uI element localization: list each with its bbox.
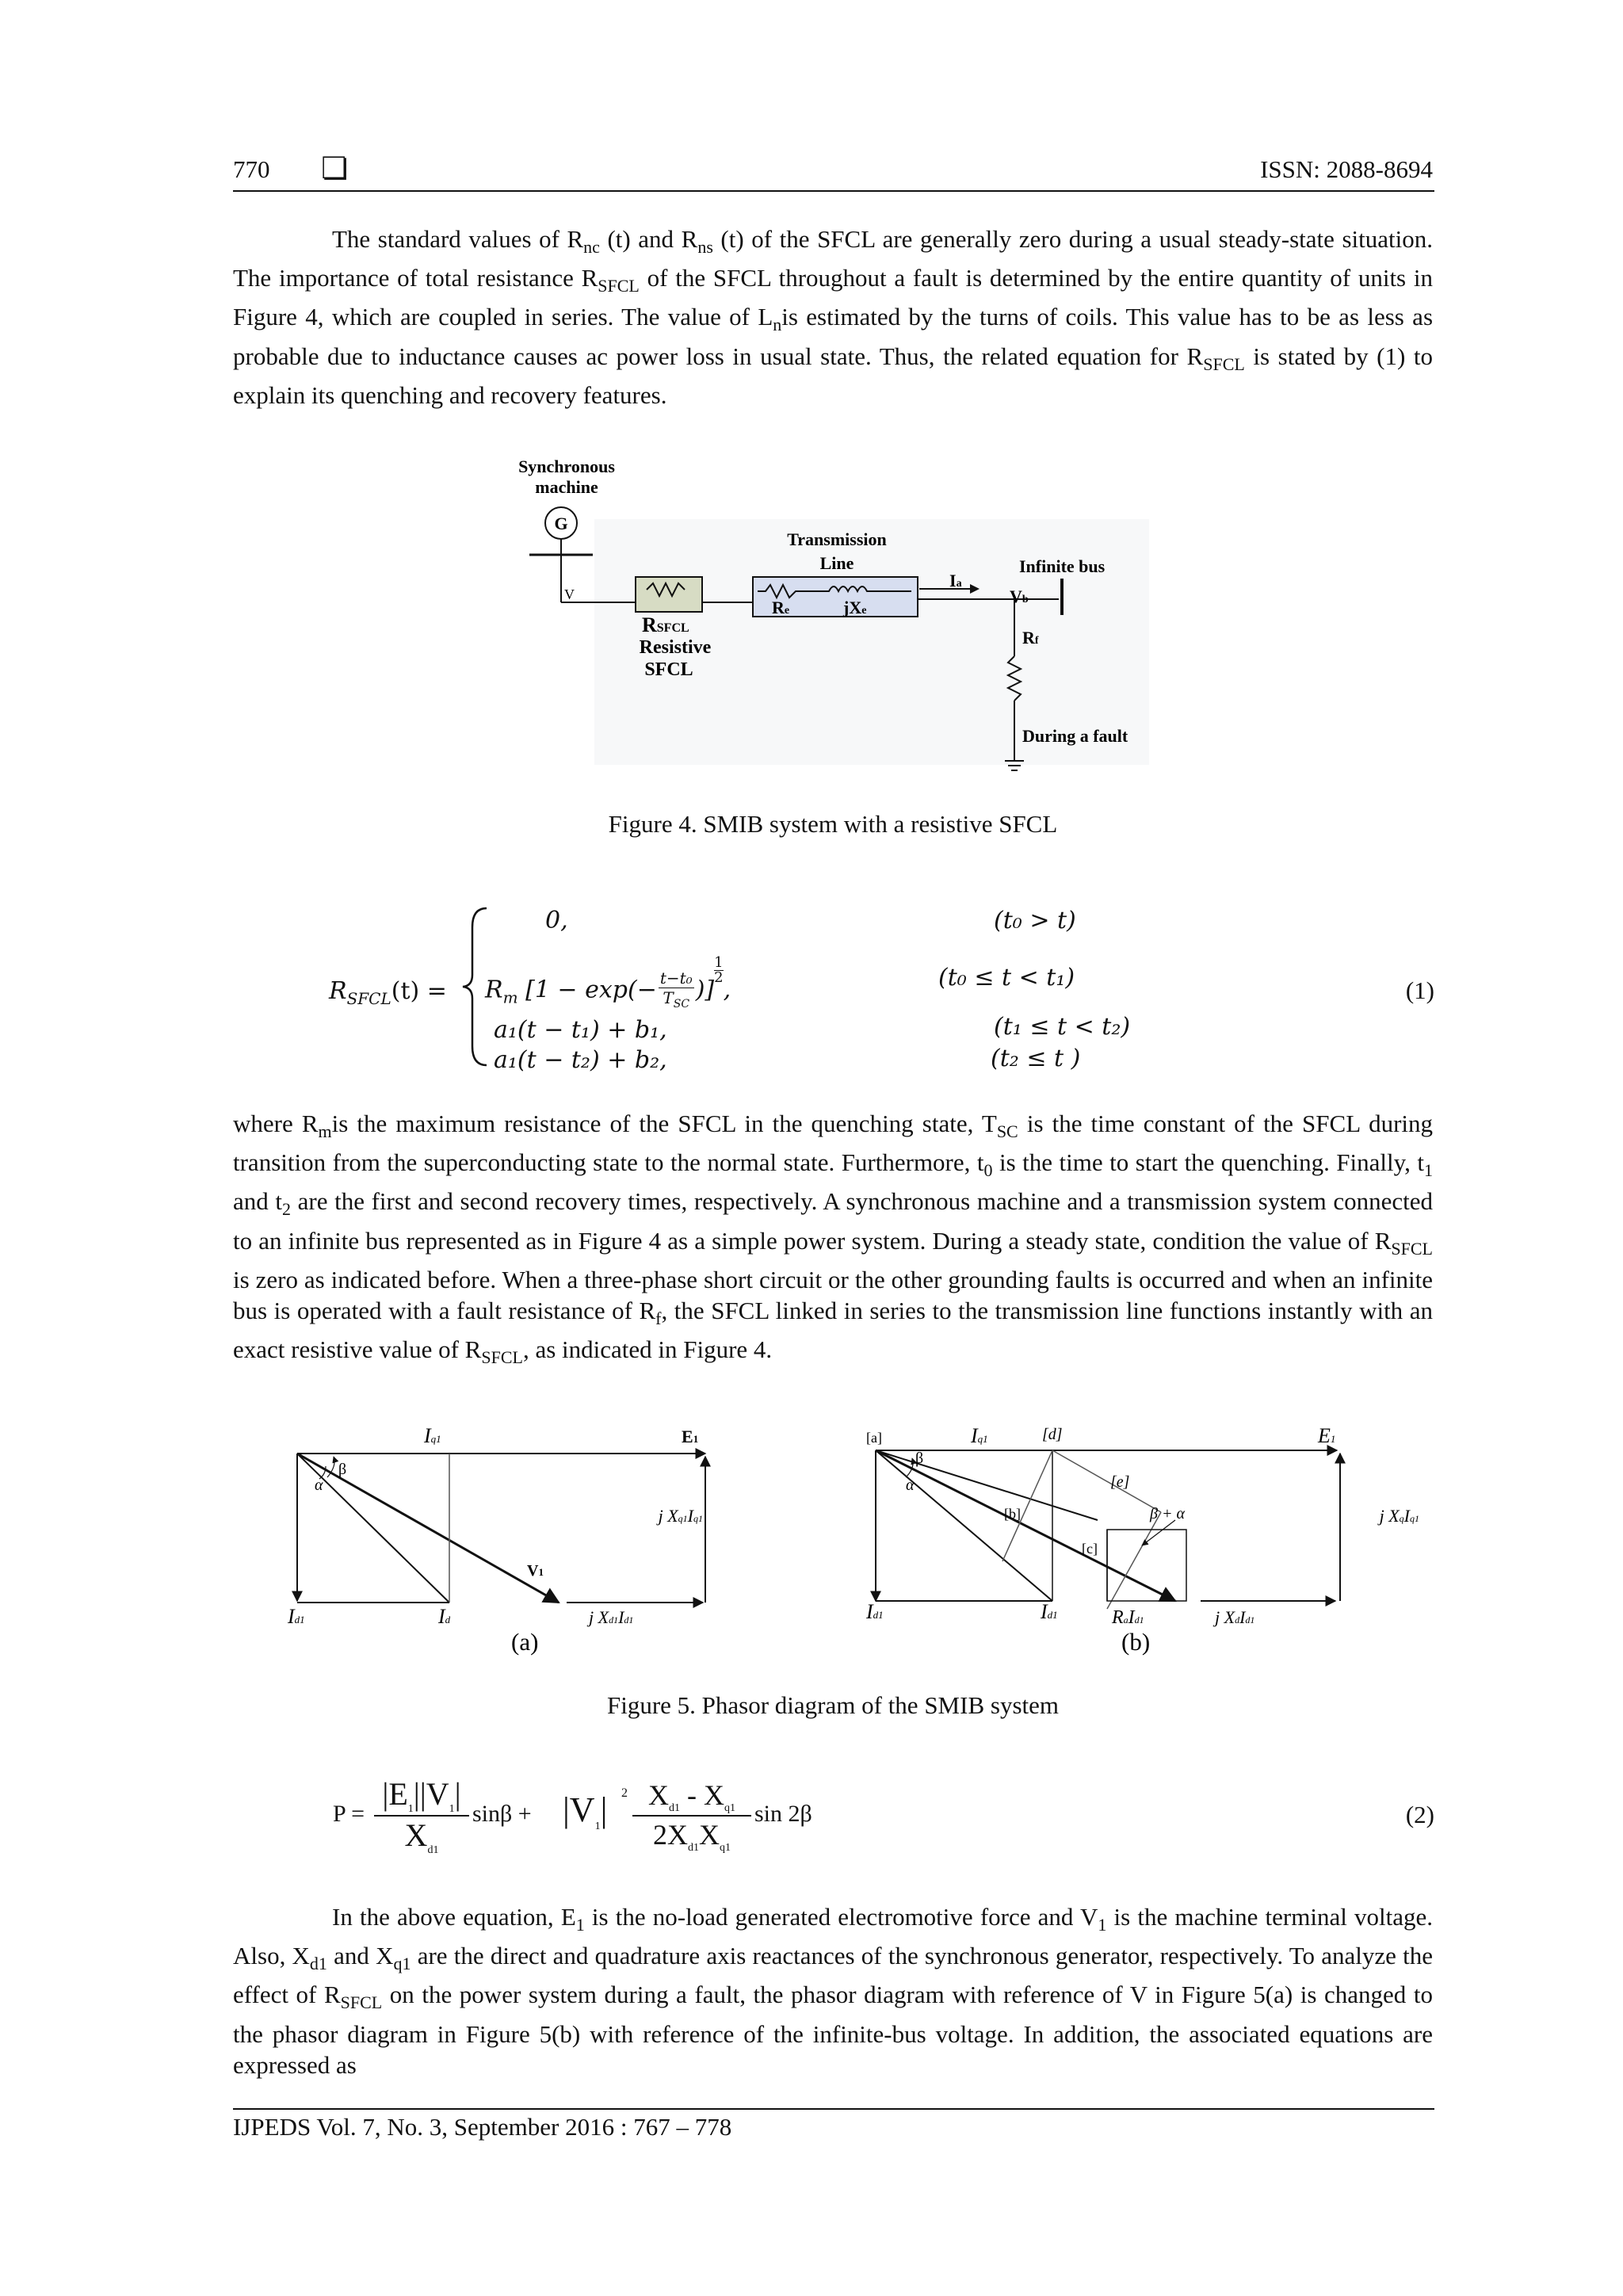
fig5b-a-tag: [a] xyxy=(866,1430,882,1446)
eq1-lhs: $R_{SFCL}(t)$ = xyxy=(329,977,447,1008)
fig5a-id1: Id1 xyxy=(288,1605,305,1628)
eq1-case4: a₁(t − t₂) + b₂, xyxy=(494,1046,667,1074)
v1-phasor xyxy=(297,1454,559,1603)
fig4-during-fault: During a fault xyxy=(1022,726,1128,746)
eq1-number: (1) xyxy=(1405,976,1434,1004)
fig4-line: Line xyxy=(819,553,854,573)
fig5b-ra: RaId1 xyxy=(1112,1607,1144,1628)
fig5b-label: (b) xyxy=(1121,1628,1151,1656)
fig5a-jxd: j Xd1Id1 xyxy=(589,1607,634,1627)
figure-4-caption: Figure 4. SMIB system with a resistive SFCL xyxy=(608,810,1058,838)
fig4-vb: Vb xyxy=(1010,586,1029,606)
fig5b-alpha: α xyxy=(906,1477,915,1494)
fig5a-id: Id xyxy=(438,1605,451,1628)
paragraph-1: The standard values of $R_{nc}$ (t) and $R_{ns}$ (t) of the SFCL are generally zero during a usual steady-state situation. The importance of total resistance $R_{SFCL}$ of the SFCL throughout a fault is determined by the entire quantity of units in Figure 4, which are coupled in series. The value of $L_nis$ estimated by the turns of coils. This value has to be as less as probable due to inductance causes ac power loss in usual state. Thus, the related equation for $R_{SFCL}$ is stated by (1) to explain its quenching and recovery features. xyxy=(233,225,1434,409)
fig5b-beta-alpha: β + α xyxy=(1150,1505,1185,1522)
footer-rule xyxy=(233,2108,1434,2110)
header-rule xyxy=(233,190,1434,192)
footer-citation: IJPEDS Vol. 7, No. 3, September 2016 : 767 – 778 xyxy=(233,2113,732,2141)
box-c xyxy=(1107,1530,1186,1601)
eq1-cond4: (t₂ ≤ t ) xyxy=(991,1045,1081,1072)
eq1-case2: $R_m$ [1 − exp(− t−t₀ $T_{SC}$ )] $\frac{1}{2}$ , xyxy=(485,954,731,1010)
eq2-number: (2) xyxy=(1405,1801,1434,1828)
fig5b-beta: β xyxy=(915,1450,924,1467)
box-icon: ❏ xyxy=(321,151,349,185)
fig5b-id1: Id1 xyxy=(866,1600,884,1623)
fig5b-id: Id1 xyxy=(1041,1600,1058,1623)
line-d-e xyxy=(1052,1450,1161,1512)
eq1-cond3: (t₁ ≤ t < t₂) xyxy=(994,1013,1131,1041)
fig4-rf: Rf xyxy=(1022,628,1039,648)
paragraph-2: where $R_mis$ the maximum resistance of the SFCL in the quenching state, $T_{SC}$ is the time constant of the SFCL during transition from the superconducting state to the normal state. Furthermore, $t_0$ is the time to start the quenching. Finally, $t_1$ and $t_2$ are the first and second recovery times, respectively. A synchronous machine and a transmission system connected to an infinite bus represented as in Figure 4 as a simple power system. During a steady state, condition the value of $R_{SFCL}$ is zero as indicated before. When a three-phase short circuit or the other grounding faults is occurred and when an infinite bus is operated with a fault resistance of $R_f$, the SFCL linked in series to the transmission line functions instantly with an exact resistive value of $R_{SFCL}$, as indicated in Figure 4. xyxy=(233,1110,1434,1368)
fig4-resistive: Resistive xyxy=(639,637,712,658)
fig4-ia: Ia xyxy=(949,571,962,590)
eq1-case3: a₁(t − t₁) + b₁, xyxy=(494,1016,667,1044)
fig4-infinite-bus: Infinite bus xyxy=(1019,556,1106,576)
fig5b-jxq: j XqIq1 xyxy=(1379,1506,1419,1526)
issn: ISSN: 2088-8694 xyxy=(1260,155,1433,183)
fig5a-label: (a) xyxy=(511,1628,539,1656)
fig4-g: G xyxy=(554,514,568,533)
fig5b-c-tag: [c] xyxy=(1082,1541,1098,1557)
fig5a-beta: β xyxy=(338,1461,347,1478)
fig4-v: V xyxy=(564,586,575,602)
fig5a-v1: V1 xyxy=(527,1562,544,1580)
figure-5-caption: Figure 5. Phasor diagram of the SMIB system xyxy=(606,1691,1059,1719)
fig4-re: Re xyxy=(772,598,790,617)
eq1-cond2: (t₀ ≤ t < t₁) xyxy=(938,964,1075,991)
fig4-rsfcl: RSFCL xyxy=(642,613,689,636)
fig5a-e1: E1 xyxy=(682,1427,699,1446)
fig5b-jxd: j XdId1 xyxy=(1215,1607,1255,1627)
fig5a-alpha: α xyxy=(315,1477,323,1494)
fig5b-d-tag: [d] xyxy=(1042,1426,1063,1443)
eq1-case1: 0, xyxy=(545,907,568,934)
fig4-synchronous: Synchronous xyxy=(518,457,615,476)
line-e-c xyxy=(1107,1512,1161,1609)
fig5a-jxq: j Xq1Iq1 xyxy=(658,1506,703,1526)
sfcl-box xyxy=(636,577,702,612)
fig5b-e1: E1 xyxy=(1318,1424,1336,1447)
fig5a-iq1: Iq1 xyxy=(424,1424,441,1447)
fig4-sfcl: SFCL xyxy=(644,659,693,680)
paragraph-3: In the above equation, $E_1$ is the no-load generated electromotive force and $V_1$ is the machine terminal voltage. Also, $X_{d1}$ and $X_{q1}$ are the direct and quadrature axis reactances of the synchronous generator, respectively. To analyze the effect of $R_{SFCL}$ on the power system during a fault, the phasor diagram with reference of V in Figure 5(a) is changed to the phasor diagram in Figure 5(b) with reference of the infinite-bus voltage. In addition, the associated equations are expressed as xyxy=(233,1903,1433,2079)
fig5b-iq1: Iq1 xyxy=(971,1424,988,1447)
eq2: P = $|E_1||V_1|$ $X_{d1}$ sinβ + $|V_1|$ 2 $X_{d1} - X_{q1}$ $2X_{d1}X_{q1}$ sin 2β xyxy=(333,1776,812,1856)
fig5b-e-tag: [e] xyxy=(1110,1473,1130,1491)
figure-4-circuit xyxy=(491,444,1173,777)
fig5b-b-tag: [b] xyxy=(1004,1506,1021,1522)
eq1-cond1: (t₀ > t) xyxy=(994,907,1076,934)
page-number: 770 xyxy=(233,155,270,183)
figure-5a-phasor xyxy=(281,1411,725,1664)
fig4-machine: machine xyxy=(535,477,598,497)
figure-5b-phasor xyxy=(860,1411,1430,1664)
fig4-jxe: jXe xyxy=(843,598,867,617)
fig4-transmission: Transmission xyxy=(787,529,887,549)
